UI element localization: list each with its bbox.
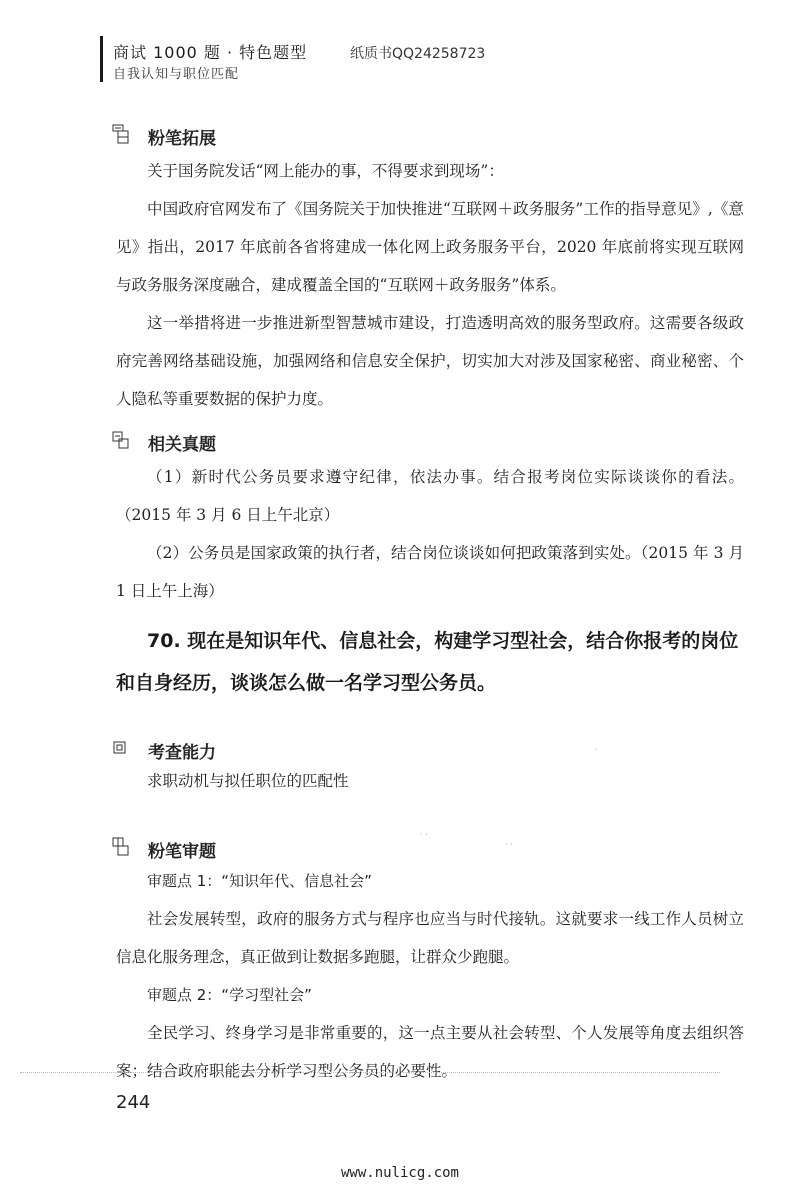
chapter-subtitle: 自我认知与职位匹配 [113, 67, 240, 82]
header-rule [100, 36, 103, 82]
page-number: 244 [116, 1092, 151, 1113]
extension-heading-label: 粉笔拓展 [148, 129, 216, 149]
scan-speck: · · [420, 830, 428, 839]
review-point-2-label: 审题点 2：“学习型社会” [147, 986, 312, 1004]
related-body [116, 458, 744, 610]
book-title: 商试 1000 题 · 特色题型 [113, 43, 308, 62]
ability-heading-label: 考查能力 [148, 743, 216, 763]
extension-body [116, 152, 744, 418]
extension-intro: 关于国务院发话“网上能办的事，不得要求到现场”： [147, 162, 504, 180]
scan-speck: · [595, 745, 598, 754]
extension-paragraph-2: 这一举措将进一步推进新型智慧城市建设，打造透明高效的服务型政府。这需要各级政府完善网络基础设施，加强网络和信息安全保护，切实加大对涉及国家秘密、商业秘密、个人隐私等重要数据的保护力度。 [116, 314, 744, 408]
related-question-1: （1）新时代公务员要求遵守纪律，依法办事。结合报考岗位实际谈谈你的看法。（2015 年 3 月 6 日上午北京） [116, 468, 744, 524]
page-divider [20, 1072, 720, 1075]
footer-url: www.nulicg.com [340, 1165, 459, 1181]
extension-paragraph-1: 中国政府官网发布了《国务院关于加快推进“互联网＋政务服务”工作的指导意见》,《意见》指出，2017 年底前各省将建成一体化网上政务服务平台，2020 年底前将实现互联网与政务服务深度融合，建成覆盖全国的“互联网＋政务服务”体系。 [116, 200, 744, 294]
scan-speck: · · [505, 840, 513, 849]
ability-body [116, 762, 744, 800]
review-heading-label: 粉笔审题 [148, 842, 216, 862]
review-point-2-text: 全民学习、终身学习是非常重要的，这一点主要从社会转型、个人发展等角度去组织答案；结合政府职能去分析学习型公务员的必要性。 [116, 1024, 744, 1080]
grid-icon [112, 837, 130, 857]
related-heading-label: 相关真题 [148, 435, 216, 455]
related-question-2: （2）公务员是国家政策的执行者，结合岗位谈谈如何把政策落到实处。（2015 年 3 月 1 日上午上海） [116, 544, 744, 600]
watermark-text: 纸质书QQ24258723 [350, 46, 486, 62]
review-point-1-label: 审题点 1：“知识年代、信息社会” [147, 872, 372, 890]
review-point-1-text: 社会发展转型，政府的服务方式与程序也应当与时代接轨。这就要求一线工作人员树立信息化服务理念，真正做到让数据多跑腿，让群众少跑腿。 [116, 910, 744, 966]
document-icon [112, 430, 130, 450]
notepad-icon [112, 124, 130, 144]
question-70: 70. 现在是知识年代、信息社会，构建学习型社会，结合你报考的岗位和自身经历，谈谈怎么做一名学习型公务员。 [116, 630, 739, 694]
ability-text: 求职动机与拟任职位的匹配性 [147, 772, 349, 790]
checkbox-icon [112, 738, 130, 758]
review-body [116, 862, 744, 1090]
